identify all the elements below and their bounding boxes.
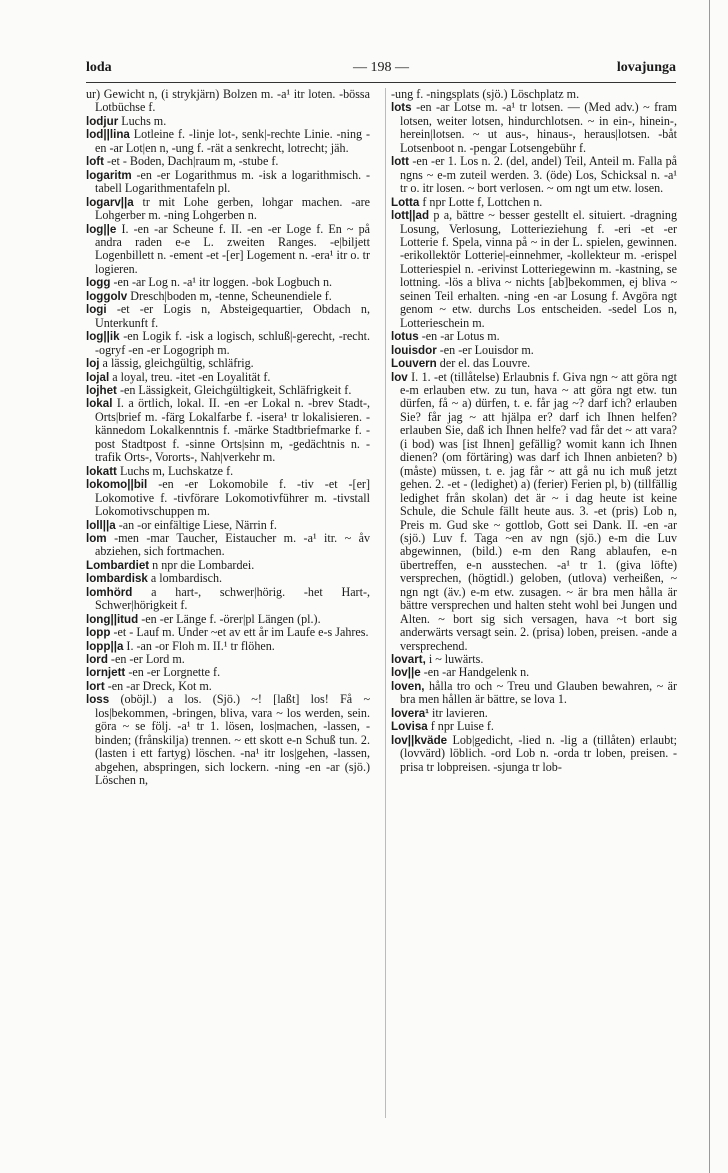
dictionary-entry: Lovisa f npr Luise f. — [391, 719, 494, 734]
dictionary-entry: loft -et - Boden, Dach|raum m, -stube f. — [86, 154, 279, 169]
dictionary-entry: lotus -en -ar Lotus m. — [391, 329, 500, 344]
dictionary-entry: lombardisk a lombardisch. — [86, 571, 223, 586]
header-first-word: loda — [86, 60, 112, 75]
dictionary-entry: louisdor -en -er Louisdor m. — [391, 342, 534, 357]
page-edge — [709, 0, 710, 1173]
dictionary-entry: logi -et -er Logis n, Absteigequartier, Obdach n, Unterkunft f. — [86, 302, 370, 330]
dictionary-entry: log||e I. -en -ar Scheune f. II. -en -er Loge f. En ~ på andra raden e-e L. zweiten Ranges. -e|biljett Logenbillett n. -ement -et -[er] Logement n. -era¹ itr o. tr logieren. — [86, 221, 370, 276]
dictionary-entry: -ung f. -ningsplats (sjö.) Löschplatz m. — [391, 87, 580, 101]
dictionary-entry: lots -en -ar Lotse m. -a¹ tr lotsen. — (Med adv.) ~ fram lotsen, weiter lotsen, hindurchlotsen. ~ in ein-, hinein-, herein|lotsen. ~ ut aus-, hinaus-, heraus|lotsen. -båt Lotsenboot n. -pengar Lotsengebühr f. — [391, 100, 677, 155]
dictionary-entry: logaritm -en -er Logarithmus m. -isk a logarithmisch. -tabell Logarithmentafeln pl. — [86, 167, 370, 196]
dictionary-entry: Louvern der el. das Louvre. — [391, 356, 531, 371]
dictionary-entry: loggolv Dresch|boden m, -tenne, Scheunendiele f. — [86, 288, 332, 303]
dictionary-entry: loj a lässig, gleichgültig, schläfrig. — [86, 356, 254, 371]
dictionary-entry: lov||kväde Lob|gedicht, -lied n. -lig a (tillåten) erlaubt; (lovvärd) löblich. -ord Lob n. -orda tr loben, preisen. -prisa tr lobpreisen. -sjunga tr lob- — [391, 732, 677, 774]
header-last-word: lovajunga — [616, 60, 676, 75]
right-column — [391, 88, 677, 774]
dictionary-entry: lovera¹ itr lavieren. — [391, 705, 488, 720]
dictionary-entry: lott||ad p a, bättre ~ besser gestellt el. situiert. -dragning Losung, Verlosung, Lotterieziehung f. -eri -et -er Lotterie f. Spela, vinna på ~ in der L. spielen, gewinnen. -erikollektör Lotterie|-einnehmer, -kollekteur m. -erispel Lotteriespiel n. -erivinst Lotteriegewinn m. -kastning, se lottning. -lös a bliva ~ nichts [ab]bekommen, ej bliva ~ seinen Teil erhalten. -ning -en -ar Losung f. Avgöra ngt genom ~ etw. durchs Los entscheiden. -sedel Los n, Lotterieschein m. — [391, 208, 677, 330]
dictionary-entry: logarv||a tr mit Lohe gerben, lohgar machen. -are Lohgerber m. -ning Lohgerben n. — [86, 194, 370, 223]
dictionary-entry: Lombardiet n npr die Lombardei. — [86, 557, 255, 572]
dictionary-entry: lornjett -en -er Lorgnette f. — [86, 665, 221, 680]
dictionary-entry: lojal a loyal, treu. -itet -en Loyalität f. — [86, 369, 271, 384]
dictionary-entry: lokal I. a örtlich, lokal. II. -en -er Lokal n. -brev Stadt-, Orts|brief m. -färg Lokalfarbe f. -isera¹ tr lokalisieren. -kännedom Lokalkenntnis f. -märke Stadtbriefmarke f. -post Stadtpost f. -sinne Orts|sinn m, -gedächtnis n. -trafik Orts-, Vororts-, Nah|verkehr m. — [86, 396, 370, 465]
left-column — [86, 88, 370, 788]
page-number: — 198 — — [353, 60, 409, 75]
dictionary-entry: Lotta f npr Lotte f, Lottchen n. — [391, 194, 543, 209]
dictionary-entry: lod||lina Lotleine f. -linje lot-, senk|-rechte Linie. -ning -en -ar Lot|en n, -ung f. -rät a senkrecht, lotrecht; jäh. — [86, 127, 370, 155]
dictionary-entry: lott -en -er 1. Los n. 2. (del, andel) Teil, Anteil m. Falla på ngns ~ e-m zuteil werden. 3. (öde) Los, Schicksal n. -a¹ tr o. itr losen. ~ bort verlosen. ~ om ngt um etw. losen. — [391, 154, 677, 196]
dictionary-entry: lom -men -mar Taucher, Eistaucher m. -a¹ itr. ~ åv abziehen, sich fortmachen. — [86, 530, 370, 559]
dictionary-entry: loll||a -an -or einfältige Liese, Närrin f. — [86, 517, 277, 532]
dictionary-entry: lodjur Luchs m. — [86, 113, 167, 128]
dictionary-entry: lokatt Luchs m, Luchskatze f. — [86, 463, 234, 478]
dictionary-entry: lov||e -en -ar Handgelenk n. — [391, 665, 530, 680]
dictionary-entry: lord -en -er Lord m. — [86, 652, 185, 667]
dictionary-entry: lojhet -en Lässigkeit, Gleichgültigkeit, Schläfrigkeit f. — [86, 382, 352, 397]
dictionary-entry: long||itud -en -er Länge f. -örer|pl Längen (pl.). — [86, 611, 321, 626]
header-rule — [86, 82, 676, 83]
dictionary-entry: logg -en -ar Log n. -a¹ itr loggen. -bok Logbuch n. — [86, 275, 333, 290]
running-header — [86, 60, 676, 82]
dictionary-entry: loss (oböjl.) a los. (Sjö.) ~! [laßt] los! Få ~ los|bekommen, -bringen, bliva, vara ~ los werden, sein. göra ~ se följ. -a¹ tr 1. lösen, los|machen, -lassen, -binden; (frånskilja) trennen. ~ ett skott e-n Schuß tun. 2. (lasten i ett fartyg) löschen. -na¹ itr los|gehen, -lassen, abgehen, abspringen, sich lockern. -ning -en -ar (sjö.) Löschen n, — [86, 692, 370, 788]
dictionary-entry: loven, hålla tro och ~ Treu und Glauben bewahren, ~ är bra men hållen är bättre, se lova 1. — [391, 678, 677, 707]
dictionary-entry: ur) Gewicht n, (i strykjärn) Bolzen m. -a¹ itr loten. -bössa Lotbüchse f. — [86, 87, 370, 115]
dictionary-entry: lokomo||bil -en -er Lokomobile f. -tiv -et -[er] Lokomotive f. -tivförare Lokomotivführer m. -tivstall Lokomotivschuppen m. — [86, 477, 370, 519]
dictionary-entry: lort -en -ar Dreck, Kot m. — [86, 678, 212, 693]
dictionary-entry: lopp||a I. -an -or Floh m. II.¹ tr flöhen. — [86, 638, 275, 653]
dictionary-entry: lopp -et - Lauf m. Under ~et av ett år im Laufe e-s Jahres. — [86, 625, 369, 640]
dictionary-entry: lomhörd a hart-, schwer|hörig. -het Hart-, Schwer|hörigkeit f. — [86, 584, 370, 613]
dictionary-entry: lov I. 1. -et (tillåtelse) Erlaubnis f. Giva ngn ~ att göra ngt e-m erlauben etw. zu tun, hava ~ att göra ngt etw. tun dürfen, få ~ a) dürfen, t. e. får jag ~? darf ich? erlauben Sie? får jag ~ att hjälpa er? darf ich Ihnen helfen? erlauben Sie, daß ich Ihnen helfe? vad får det ~ att vara? (i bod) was [ist Ihnen] gefällig? womit kann ich Ihnen dienen? (om förtäring) was darf ich Ihnen anbieten? b) (måste) müssen, t. e. jag får ~ att gå nu ich muß jetzt gehen. 2. -et - (ledighet) a) (ferier) Ferien pl, b) (tillfällig ledighet från skolan) det är ~ i dag heute ist keine Schule, die Schule fällt heute aus. 3. -et (pris) Lob n, Preis m. Gud ske ~ gottlob, Gott sei Dank. II. -en -ar (sjö.) Luv f. Taga ~en av ngn (sjö.) e-m die Luv abgewinnen, (bild.) e-m den Rang ablaufen, e-n übertreffen, e-n ausstechen. -a¹ tr 1. (giva löfte) versprechen, (högtidl.) geloben, (utlova) verheißen, ~ ngn ngt (äv.) e-m etw. zusagen. ~ är bra men hålla är bättre versprechen und halten steht wohl bei Jungen und Alten. ~ bort sig sich versagen, hava ~t bort sig anderwärts versagt sein. 2. (prisa) loben, preisen. -ande a versprechend. — [391, 369, 677, 653]
column-divider — [385, 88, 386, 1118]
dictionary-entry: lovart, i ~ luwärts. — [391, 652, 484, 667]
dictionary-entry: log||ik -en Logik f. -isk a logisch, schluß|-gerecht, -recht. -ogryf -en -er Logogriph m. — [86, 329, 370, 357]
